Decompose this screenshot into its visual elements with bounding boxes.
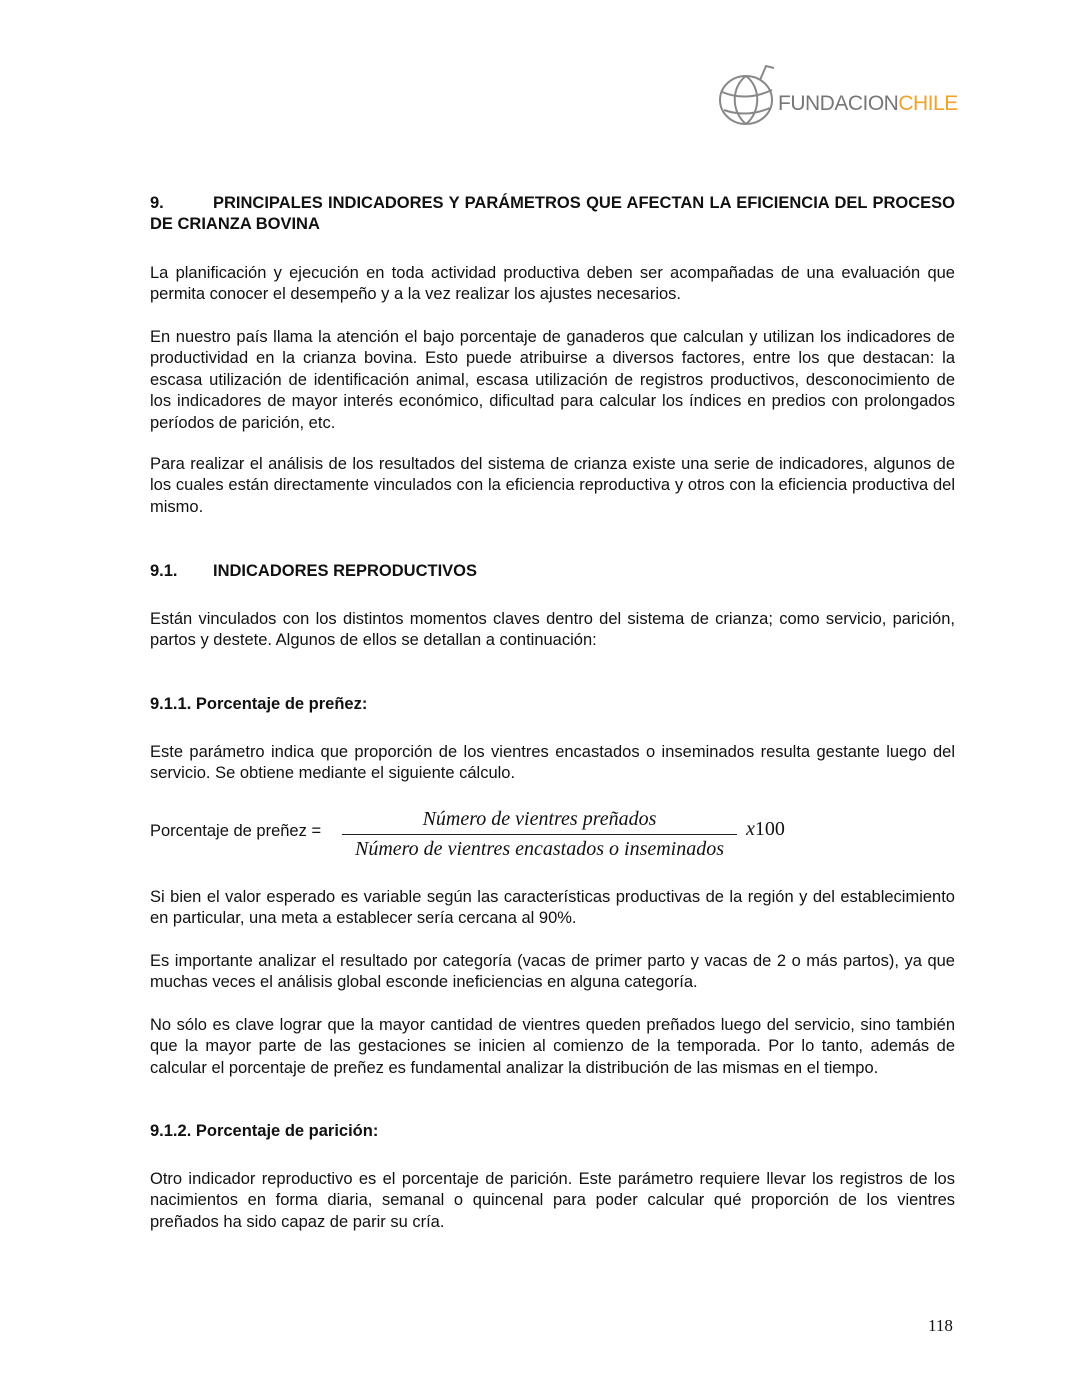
section-9-1-1-heading: 9.1.1. Porcentaje de preñez: <box>150 695 368 713</box>
paragraph: Están vinculados con los distintos momentos claves dentro del sistema de crianza; como servicio, parición, partos y destete. Algunos de ellos se detallan a continuación: <box>150 610 955 650</box>
paragraph: La planificación y ejecución en toda actividad productiva deben ser acompañadas de una evaluación que permita conocer el desempeño y a la vez realizar los ajustes necesarios. <box>150 264 955 304</box>
paragraph: Este parámetro indica que proporción de los vientres encastados o inseminados resulta gestante luego del servicio. Se obtiene mediante el siguiente cálculo. <box>150 743 955 783</box>
paragraph: Es importante analizar el resultado por categoría (vacas de primer parto y vacas de 2 o más partos), ya que muchas veces el análisis global esconde ineficiencias en alguna categoría. <box>150 952 955 992</box>
section-9-heading: 9. PRINCIPALES INDICADORES Y PARÁMETROS QUE AFECTAN LA EFICIENCIA DEL PROCESO DE CRIANZA BOVINA <box>150 194 955 234</box>
paragraph: Para realizar el análisis de los resultados del sistema de crianza existe una serie de indicadores, algunos de los cuales están directamente vinculados con la eficiencia reproductiva y otros con la eficiencia productiva del mismo. <box>150 455 955 516</box>
fraction-bar <box>342 834 737 835</box>
paragraph: En nuestro país llama la atención el bajo porcentaje de ganaderos que calculan y utilizan los indicadores de productividad en la crianza bovina. Esto puede atribuirse a diversos factores, entre los que destacan: la escasa utilización de identificación animal, escasa utilización de registros productivos, desconocimiento de los indicadores de mayor interés económico, dificultad para calcular los índices en predios con prolongados períodos de parición, etc. <box>150 328 955 432</box>
fundacion-chile-logo <box>716 62 961 128</box>
section-9-1-2-heading: 9.1.2. Porcentaje de parición: <box>150 1122 379 1140</box>
globe-icon <box>716 62 786 128</box>
paragraph: No sólo es clave lograr que la mayor cantidad de vientres queden preñados luego del servicio, sino también que la mayor parte de las gestaciones se inicien al comienzo de la temporada. Por lo tanto, además de calcular el porcentaje de preñez es fundamental analizar la distribución de las mismas en el tiempo. <box>150 1016 955 1077</box>
paragraph: Otro indicador reproductivo es el porcentaje de parición. Este parámetro requiere llevar los registros de los nacimientos en forma diaria, semanal o quincenal para poder calcular qué proporción de los vientres preñados ha sido capaz de parir su cría. <box>150 1170 955 1231</box>
section-9-1-heading: 9.1. INDICADORES REPRODUCTIVOS <box>150 562 478 580</box>
formula-numerator: Número de vientres preñados <box>422 808 657 830</box>
paragraph: Si bien el valor esperado es variable según las características productivas de la región y del establecimiento en particular, una meta a establecer sería cercana al 90%. <box>150 888 955 928</box>
formula-denominator: Número de vientres encastados o inseminados <box>354 838 725 860</box>
formula-label: Porcentaje de preñez = <box>150 822 322 840</box>
page-number: 118 <box>928 1316 953 1335</box>
formula-multiplier: x100 <box>746 818 785 840</box>
formula-fraction <box>342 806 737 863</box>
pregnancy-formula <box>150 806 850 866</box>
logo-text: FUNDACIONCHILE <box>778 92 958 115</box>
